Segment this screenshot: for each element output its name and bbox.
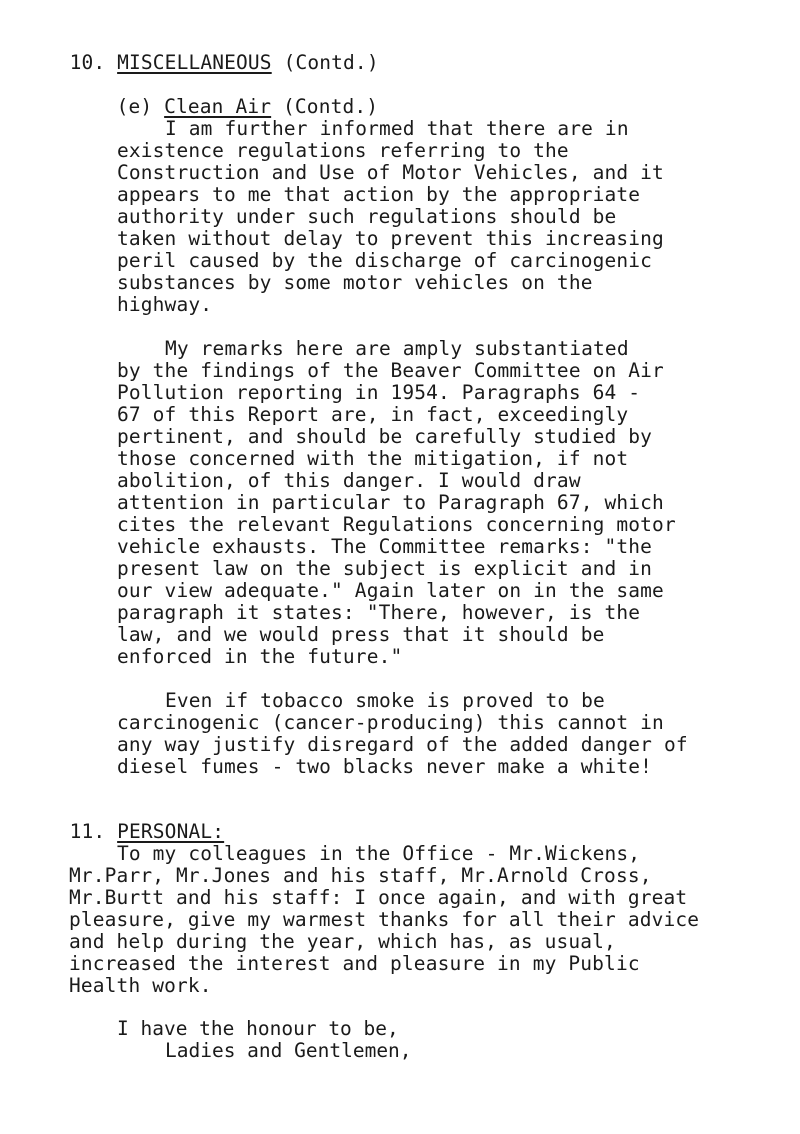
paragraph-line: any way justify disregard of the added danger of bbox=[117, 733, 688, 756]
paragraph-line: Health work. bbox=[69, 974, 212, 997]
paragraph-line: carcinogenic (cancer-producing) this cannot in bbox=[117, 711, 664, 734]
paragraph-line: enforced in the future." bbox=[117, 645, 403, 668]
paragraph-line: pleasure, give my warmest thanks for all their advice bbox=[69, 908, 700, 931]
paragraph-line: diesel fumes - two blacks never make a white! bbox=[117, 755, 653, 778]
paragraph-line: Even if tobacco smoke is proved to be bbox=[165, 689, 605, 712]
paragraph-line: pertinent, and should be carefully studied by bbox=[117, 425, 653, 448]
paragraph-line: To my colleagues in the Office - Mr.Wickens, bbox=[117, 842, 641, 865]
paragraph-line: our view adequate." Again later on in the same bbox=[117, 579, 664, 602]
paragraph-line: abolition, of this danger. I would draw bbox=[117, 469, 581, 492]
closing-line: I have the honour to be, bbox=[117, 1017, 399, 1040]
paragraph-line: cites the relevant Regulations concerning motor bbox=[117, 513, 676, 536]
section-title: PERSONAL: bbox=[117, 820, 225, 843]
paragraph-line: those concerned with the mitigation, if not bbox=[117, 447, 629, 470]
paragraph-line: peril caused by the discharge of carcinogenic bbox=[117, 249, 653, 272]
paragraph-line: and help during the year, which has, as usual, bbox=[69, 930, 616, 953]
paragraph-line: highway. bbox=[117, 293, 213, 316]
paragraph-line: by the findings of the Beaver Committee on Air bbox=[117, 359, 664, 382]
paragraph-line: paragraph it states: "There, however, is the bbox=[117, 601, 641, 624]
paragraph-line: taken without delay to prevent this increasing bbox=[117, 227, 664, 250]
subsection-title-suffix: (Contd.) bbox=[283, 95, 379, 118]
paragraph-line: law, and we would press that it should be bbox=[117, 623, 605, 646]
salutation-line: Ladies and Gentlemen, bbox=[165, 1039, 412, 1062]
subsection-label: (e) bbox=[116, 95, 153, 118]
section-title: MISCELLANEOUS bbox=[117, 51, 272, 74]
paragraph-line: attention in particular to Paragraph 67, which bbox=[117, 491, 664, 514]
paragraph-line: Mr.Burtt and his staff: I once again, and with great bbox=[69, 886, 688, 909]
paragraph-line: vehicle exhausts. The Committee remarks: "the bbox=[117, 535, 653, 558]
paragraph-line: appears to me that action by the appropriate bbox=[117, 183, 641, 206]
subsection-title: Clean Air bbox=[164, 95, 272, 118]
paragraph-line: Mr.Parr, Mr.Jones and his staff, Mr.Arnold Cross, bbox=[69, 864, 652, 887]
paragraph-line: 67 of this Report are, in fact, exceedingly bbox=[117, 403, 629, 426]
section-title-suffix: (Contd.) bbox=[283, 51, 379, 74]
paragraph-line: authority under such regulations should be bbox=[117, 205, 617, 228]
paragraph-line: I am further informed that there are in bbox=[165, 117, 629, 140]
paragraph-line: Construction and Use of Motor Vehicles, and it bbox=[117, 161, 664, 184]
paragraph-line: increased the interest and pleasure in my Public bbox=[69, 952, 640, 975]
paragraph-line: Pollution reporting in 1954. Paragraphs 64 - bbox=[117, 381, 641, 404]
paragraph-line: My remarks here are amply substantiated bbox=[165, 337, 629, 360]
paragraph-line: present law on the subject is explicit and in bbox=[117, 557, 653, 580]
section-number: 11. bbox=[69, 820, 106, 843]
paragraph-line: substances by some motor vehicles on the bbox=[117, 271, 593, 294]
section-number: 10. bbox=[69, 51, 106, 74]
paragraph-line: existence regulations referring to the bbox=[117, 139, 569, 162]
